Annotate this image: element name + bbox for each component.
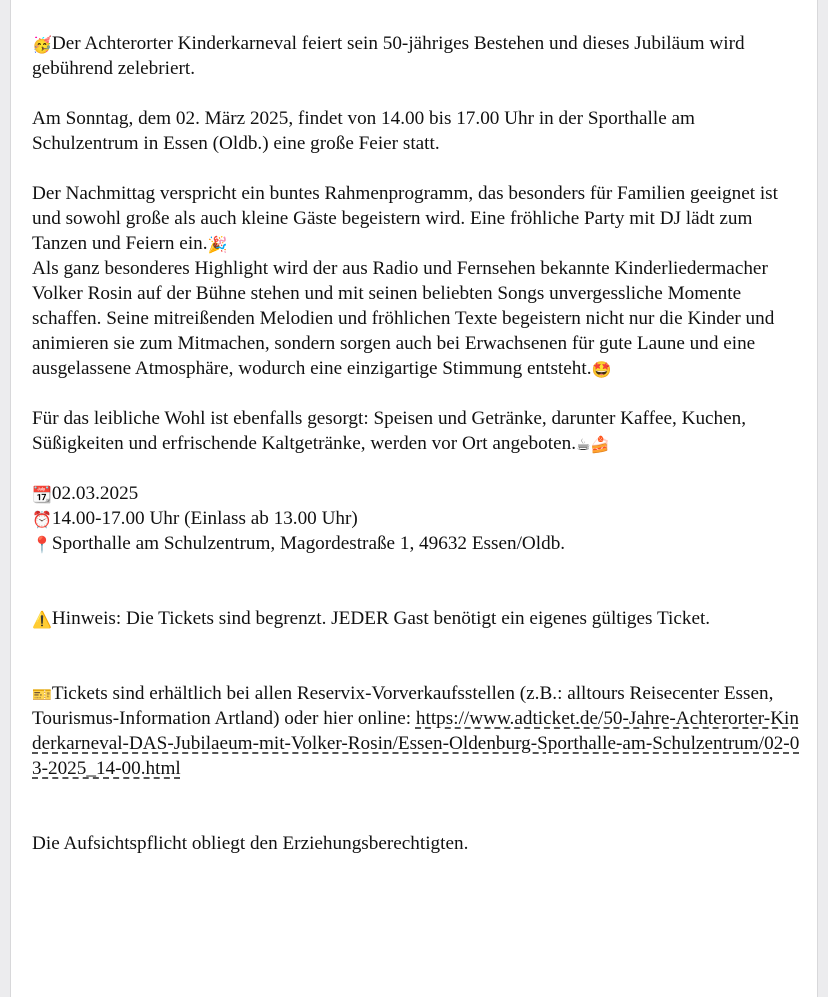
- highlight-text: Als ganz besonderes Highlight wird der aus Radio und Fernsehen bekannte Kinderliedermacher Volker Rosin auf der Bühne stehen und mit seinen beliebten Songs unvergessliche Momente schaffen. Seine mitreißenden Melodien und fröhlichen Texte begeistern nicht nur die Kinder und animieren sie zum Mitmachen, sondern sorgen auch bei Erwachsenen für gute Laune und eine ausgelassene Atmosphäre, wodurch eine einzigartige Stimmung entsteht.: [32, 258, 775, 379]
- tickets-text: Tickets sind erhältlich bei allen Reservix-Vorverkaufsstellen (z.B.: alltours Reisecenter Essen, Tourismus-Information Artland) oder hier online:: [32, 683, 774, 729]
- footer-paragraph: Die Aufsichtspflicht obliegt den Erziehungsberechtigten.: [32, 833, 469, 854]
- food-paragraph: [32, 406, 800, 456]
- calendar-icon: 📆: [32, 485, 52, 504]
- spacer: [32, 381, 800, 406]
- program-text: Der Nachmittag verspricht ein buntes Rahmenprogramm, das besonders für Familien geeignet ist und sowohl große als auch kleine Gäste begeistern wird. Eine fröhliche Party mit DJ lädt zum Tanzen und Feiern ein.: [32, 183, 778, 254]
- pin-icon: 📍: [32, 535, 52, 554]
- program-paragraph: [32, 181, 800, 256]
- spacer: [32, 156, 800, 181]
- event-paragraph: Am Sonntag, dem 02. März 2025, findet von 14.00 bis 17.00 Uhr in der Sporthalle am Schulzentrum in Essen (Oldb.) eine große Feier statt.: [32, 108, 695, 154]
- star-struck-icon: 🤩: [591, 360, 612, 379]
- ticket-link[interactable]: https://www.adticket.de/50-Jahre-Achterorter-Kinderkarneval-DAS-Jubilaeum-mit-Volker-Rosin/Essen-Oldenburg-Sporthalle-am-Schulzentrum/02-03-2025_14-00.html: [32, 708, 800, 779]
- location-line: [32, 531, 800, 556]
- party-popper-icon: 🎉: [207, 235, 228, 254]
- left-frame-border: [0, 0, 11, 997]
- ticket-icon: 🎫: [32, 685, 52, 704]
- tickets-paragraph: [32, 681, 800, 781]
- intro-paragraph: [32, 31, 800, 81]
- intro-text: Der Achterorter Kinderkarneval feiert sein 50-jähriges Bestehen und dieses Jubiläum wird gebührend zelebriert.: [32, 33, 745, 79]
- coffee-cake-icon: ☕🍰: [576, 435, 611, 454]
- spacer: [32, 781, 800, 831]
- alarm-clock-icon: ⏰: [32, 510, 52, 529]
- time-text: 14.00-17.00 Uhr (Einlass ab 13.00 Uhr): [51, 508, 358, 529]
- event-description: [32, 31, 800, 856]
- date-text: 02.03.2025: [51, 483, 139, 504]
- date-line: [32, 481, 800, 506]
- highlight-paragraph: [32, 256, 800, 381]
- partying-face-icon: 🥳: [32, 35, 52, 54]
- time-line: [32, 506, 800, 531]
- notice-text: Hinweis: Die Tickets sind begrenzt. JEDER Gast benötigt ein eigenes gültiges Ticket.: [51, 608, 711, 629]
- spacer: [32, 556, 800, 606]
- spacer: [32, 81, 800, 106]
- notice-paragraph: [32, 606, 800, 631]
- spacer: [32, 456, 800, 481]
- food-text: Für das leibliche Wohl ist ebenfalls gesorgt: Speisen und Getränke, darunter Kaffee, Kuchen, Süßigkeiten und erfrischende Kaltgetränke, werden vor Ort angeboten.: [32, 408, 747, 454]
- spacer: [32, 631, 800, 681]
- warning-icon: ⚠️: [32, 610, 52, 629]
- right-frame-border: [817, 0, 828, 997]
- location-text: Sporthalle am Schulzentrum, Magordestraße 1, 49632 Essen/Oldb.: [51, 533, 566, 554]
